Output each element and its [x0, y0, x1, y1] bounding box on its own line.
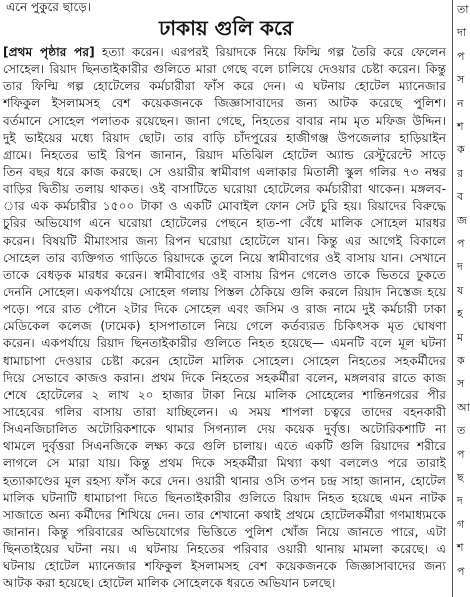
adjacent-column-fragment: গ	[457, 517, 465, 531]
article-line-text: লাগলে সে মারা যায়। কিন্তু প্রথম দিকে সহকর্মীরা মিথ্যা কথা বললেও পরে তারাই	[3, 456, 446, 471]
adjacent-column-fragment: জ	[457, 213, 467, 227]
article-line	[3, 147, 446, 164]
article-line-text: দেননি সোহেল। একপর্যায়ে সোহেল গলায় পিস্তল ঠেকিয়ে গুলি করলে রিয়াদ নিস্তেজ হয়ে	[3, 284, 446, 299]
adjacent-column-fragment: শ	[457, 120, 464, 133]
article-line	[3, 575, 446, 592]
column-divider	[452, 0, 453, 597]
article-line	[3, 113, 446, 130]
adjacent-column	[456, 0, 468, 597]
adjacent-column-fragment: ছ	[457, 471, 464, 484]
article-line-text: গ্রামে। নিহতের ভাই রিপন জানান, রিয়াদ মতিঝিল হোটেল অ্যান্ড রেস্টুরেন্টে সাড়ে	[3, 147, 446, 162]
article-line-text: মেডিকেল কলেজ (ঢামেক) হাসপাতালে নিয়ে গেলে কর্তব্যরত চিকিৎসক মৃত ঘোষণা	[3, 319, 446, 334]
article-line-text: সোহেল। রিয়াদ ছিনতাইকারীর গুলিতে মারা গেছে বলে চালিয়ে দেওয়ার চেষ্টা করেন। কিন্তু	[3, 62, 446, 77]
article-line-text: পড়ে। পরে রাত পৌনে ২টার দিকে সোহেল এবং জসিম ও রাজ নামে দুই কর্মচারী ঢাকা	[3, 302, 446, 317]
article-line	[3, 95, 446, 112]
article-line	[3, 387, 446, 404]
article-line-text: দুই ভাইয়ের মধ্যে রিয়াদ ছোট। তার বাড়ি চাঁদপুরের হাজীগঞ্জ উপজেলার হাড়িয়াইন	[3, 130, 446, 145]
article-line-text: করেন। একপর্যায়ে রিয়াদ ছিনতাইকারীর গুলিতে নিহত হয়েছে— এমনটি বলে মূল ঘটনা	[3, 336, 446, 351]
article-line	[3, 250, 446, 267]
adjacent-column-fragment: ন	[457, 96, 464, 110]
adjacent-column-fragment: প	[457, 237, 465, 250]
article-line	[3, 490, 446, 507]
adjacent-column-fragment: প	[457, 49, 465, 63]
article-line	[3, 421, 446, 438]
previous-article-tail: এনে পুকুরে ছাড়ে।	[6, 0, 92, 14]
article-line-text: তিন বছর ধরে কাজ করছে। সে ওয়ারীর স্বামীবাগ এলাকার মিতালী স্কুল গলির ৭৩ নম্বর	[3, 164, 446, 179]
article-line-text: সিএনজিচালিত অটোরিকশাকে থামার সিগন্যাল দেয় কয়েক দুর্বৃত্ত। অটোরিকশাটি না	[3, 422, 446, 437]
adjacent-column-fragment: র	[457, 166, 464, 180]
adjacent-column-fragment: ব	[457, 190, 464, 204]
article-line-text: জানান। কিন্তু পরিবারের অভিযোগের ভিত্তিতে পুলিশ খোঁজ নিয়ে জানতে পারে, এটা	[3, 524, 446, 539]
article-line	[3, 267, 446, 284]
article-line-text: বর্তমানে সোহেল পলাতক রয়েছেন। জানা গেছে, নিহতের বাবার নাম মৃত মফিজ উদ্দিন।	[3, 113, 446, 128]
article-line-text: ছিনতাইয়ের ঘটনা নয়। এ ঘটনায় নিহতের পরিবার ওয়ারী থানায় মামলা করেছে। এ	[3, 542, 446, 557]
article-line	[3, 318, 446, 335]
article-line	[3, 353, 446, 370]
article-line-text: মালিক ঘটনাটি ধামাচাপা দিতে ছিনতাইকারীর গুলিতে রিয়াদ নিহত হয়েছে এমন নাটক	[3, 490, 446, 505]
article-line	[3, 558, 446, 575]
article-line	[3, 524, 446, 541]
article-line-text: তাকে বেধড়ক মারধর করেন। স্বামীবাগের ওই বাসায় রিপন গেলেও তাকে ভিতরে ঢুকতে	[3, 267, 446, 282]
article-line-text: তার ফিল্মি গল্প হোটেলের কর্মচারীরা ফাঁস করে দেন। এ ঘটনায় হোটেল ম্যানেজার	[3, 79, 446, 94]
adjacent-column-fragment: দ	[457, 494, 463, 508]
article-line-text: শফিকুল ইসলামসহ বেশ কয়েকজনকে জিজ্ঞাসাবাদের জন্য আটক করেছে পুলিশ।	[3, 96, 446, 111]
article-line	[3, 404, 446, 421]
article-line-text: করেন। বিষয়টি মীমাংসার জন্য রিপন ঘরোয়া হোটেলে যান। কিন্তু এর আগেই বিকালে	[3, 233, 446, 248]
article-line	[3, 164, 446, 181]
article-line	[3, 198, 446, 215]
adjacent-column-fragment: হ	[457, 307, 463, 321]
adjacent-column-fragment: ক	[457, 143, 465, 157]
adjacent-column-fragment: য	[457, 283, 464, 297]
article-line	[3, 473, 446, 490]
adjacent-column-fragment: শ	[457, 541, 464, 555]
article-line	[3, 215, 446, 232]
article-line	[3, 233, 446, 250]
article-line	[3, 130, 446, 147]
adjacent-column-fragment: প	[457, 564, 465, 578]
adjacent-column-fragment: স	[457, 73, 465, 87]
article-line	[3, 335, 446, 352]
article-line	[3, 301, 446, 318]
article-line	[3, 284, 446, 301]
article-line-text: সাহেবের গলির বাসায় তারা যাচ্ছিলেন। এ সময় শাপলা চত্বরে তাদের বহনকারী	[3, 404, 446, 419]
adjacent-column-fragment: ত	[457, 424, 466, 438]
article-line-text: সাজাতে অন্য কর্মীদের শিখিয়ে দেন। তার শেখানো কথাই প্রথমে হোটেলকর্মীরা গণমাধ্যমকে	[3, 507, 446, 522]
article-body	[3, 44, 446, 597]
adjacent-column-fragment: দা	[457, 26, 466, 40]
adjacent-column-fragment: দ	[457, 260, 463, 274]
adjacent-column-fragment: তা	[457, 3, 469, 16]
adjacent-column-fragment: আ	[457, 400, 470, 414]
adjacent-column-fragment: স	[457, 377, 465, 391]
article-line-text: বাড়ির দ্বিতীয় তলায় থাকত। ওই বাসাটিতে ঘরোয়া হোটেলের কর্মচারীরা থাকেন। মঙ্গলব-	[3, 182, 446, 197]
adjacent-column-fragment: ক	[457, 354, 465, 367]
article-line-text: চুরির অভিযোগ এনে ঘরোয়া হোটেলের পেছনে হাত-পা বেঁধে মালিক সোহেল মারধর	[3, 216, 446, 231]
article-line-text: শেষে হোটেলের ২ লাখ ২০ হাজার টাকা নিয়ে মালিক সোহেলের শান্তিনগরের পীর	[3, 387, 446, 402]
headline: ঢাকায় গুলি করে	[158, 16, 293, 40]
adjacent-column-fragment: প	[457, 447, 465, 461]
article-line	[3, 78, 446, 95]
article-line	[3, 44, 446, 61]
article-line-text: সোহেল তার ব্যক্তিগত গাড়িতে রিয়াদকে তুলে নিয়ে স্বামীবাগের ওই বাসায় যান। সেখানে	[3, 250, 446, 265]
article-line	[3, 541, 446, 558]
article-line-text: ধামাচাপা দেওয়ার চেষ্টা করেন হোটেল মালিক সোহেল। সোহেল নিহতের সহকর্মীদের	[3, 353, 446, 368]
article-line-text: হত্যা করেন। এরপরই রিয়াদকে নিয়ে ফিল্মি গল্প তৈরি করে ফেলেন	[94, 45, 446, 59]
article-line	[3, 438, 446, 455]
article-line	[3, 455, 446, 472]
article-line	[3, 507, 446, 524]
article-line	[3, 61, 446, 78]
adjacent-column-fragment: ম	[457, 330, 464, 344]
article-line-text: আটক করা হয়েছে। হোটেল মালিক সোহেলকে ধরতে অভিযান চলছে।	[3, 576, 336, 591]
article-line-text: ার এক কর্মচারীর ১৫০০ টাকা ও একটি মোবাইল ফোন সেট চুরি হয়। রিয়াদের বিরুদ্ধে	[3, 199, 446, 214]
article-line-text: হত্যাকাণ্ডের মূল রহস্য ফাঁস করে দেন। ওয়ারী থানার ওসি তপন চন্দ্র সাহা জানান, হোটেল	[3, 473, 446, 488]
article-line	[3, 370, 446, 387]
article-line-text: ঘটনায় হোটেল ম্যানেজার শফিকুল ইসলামসহ বেশ কয়েকজনকে জিজ্ঞাসাবাদের জন্য	[3, 559, 446, 574]
article-line-text: দিয়ে সেভাবে কাজও করান। প্রথম দিকে নিহতের সহকর্মীরা বলেন, মঙ্গলবার রাতে কাজ	[3, 370, 446, 385]
article-line-text: থামলে দুর্বৃত্তরা সিএনজিকে লক্ষ্য করে গুলি চালায়। এতে একটি গুলি রিয়াদের শরীরে	[3, 439, 446, 454]
article-line	[3, 181, 446, 198]
continuation-tag: [প্রথম পৃষ্ঠার পর]	[3, 45, 95, 59]
